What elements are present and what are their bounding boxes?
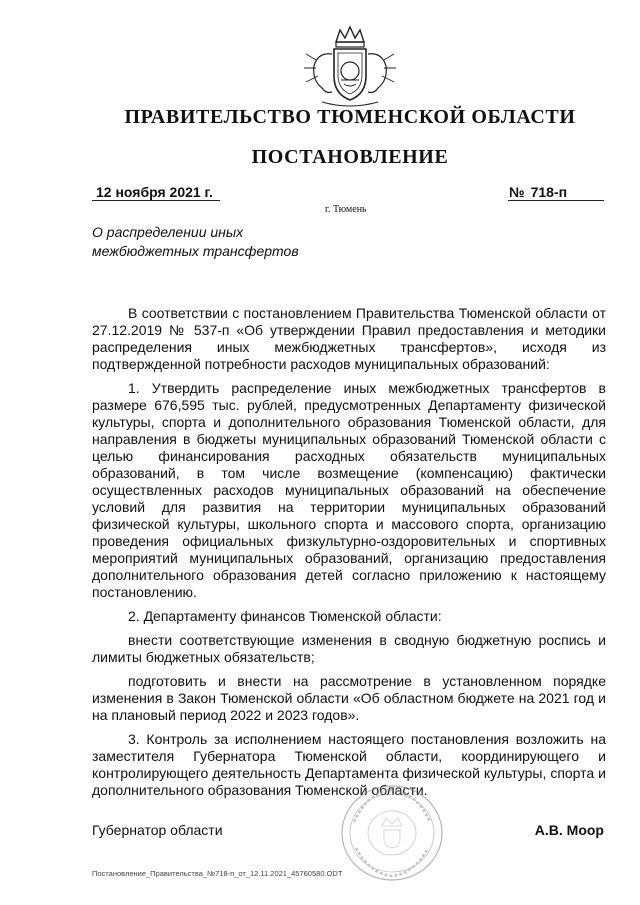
item-2-paragraph: 2. Департаменту финансов Тюменской области: — [128, 608, 442, 624]
document-number — [509, 184, 567, 200]
number-value: 718-п — [530, 184, 568, 200]
item-3-paragraph: 3. Контроль за исполнением настоящего постановления возложить на заместителя Губернатора Тюменской области, координирующего и контролирующего деятельность Департамента физической культуры, спорта и дополнительного образования Тюменской области. — [92, 731, 606, 798]
number-sign: № — [509, 184, 525, 200]
item-1-paragraph: 1. Утвердить распределение иных межбюджетных трансфертов в размере 676,595 тыс. рублей, предусмотренных Департаменту физической культуры, спорта и дополнительного образования Тюменской области, для направления в бюджеты муниципальных образований Тюменской области с целью финансирования расходных обязательств муниципальных образований, в том числе возмещение (компенсацию) фактически осуществленных расходов муниципальных образований на обеспечение условий для развития на территории муниципальных образований физической культуры, школьного спорта и массового спорта, организацию проведения официальных физкультурно-оздоровительных и спортивных мероприятий муниципальных образований, организацию предоставления дополнительного образования детей согласно приложению к настоящему постановлению. — [92, 380, 606, 600]
footer-filename: Постановление_Правительства_№718-п_от_12.11.2021_45760580.ODT — [92, 869, 343, 878]
item-2a-paragraph: внести соответствующие изменения в сводную бюджетную роспись и лимиты бюджетных обязательств; — [92, 632, 606, 665]
signer-position: Губернатор области — [92, 822, 223, 838]
organization-title: ПРАВИТЕЛЬСТВО ТЮМЕНСКОЙ ОБЛАСТИ — [124, 106, 576, 128]
subject-line-2: межбюджетных трансфертов — [92, 243, 299, 259]
item-2b-paragraph: подготовить и внести на рассмотрение в установленном порядке изменения в Закон Тюменской области «Об областном бюджете на 2021 год и на плановый период 2022 и 2023 годов». — [92, 673, 606, 723]
document-subject — [92, 223, 299, 261]
document-date: 12 ноября 2021 г. — [96, 184, 213, 200]
document-body — [92, 305, 606, 806]
official-seal-icon — [338, 782, 446, 884]
coat-of-arms-icon — [292, 24, 408, 110]
subject-line-1: О распределении иных — [92, 224, 244, 240]
document-type-title: ПОСТАНОВЛЕНИЕ — [251, 146, 449, 168]
city-label: г. Тюмень — [325, 204, 367, 215]
intro-paragraph: В соответствии с постановлением Правительства Тюменской области от 27.12.2019 № 537-п «Об утверждении Правил предоставления и методики распределения иных межбюджетных трансфертов», исходя из подтвержденной потребности расходов муниципальных образований: — [92, 305, 606, 372]
signer-name: А.В. Моор — [534, 822, 604, 838]
